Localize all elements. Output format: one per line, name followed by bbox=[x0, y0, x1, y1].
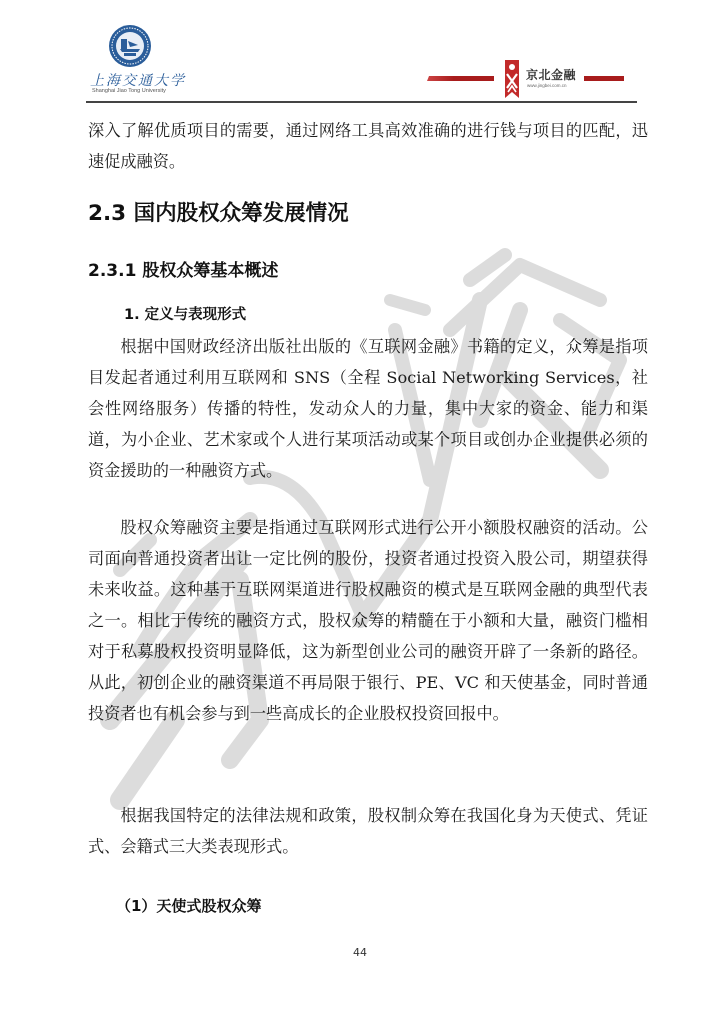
page-header bbox=[0, 0, 720, 104]
jingbei-url: www.jingbei.com.cn bbox=[527, 83, 567, 88]
paragraph-definition: 根据中国财政经济出版社出版的《互联网金融》书籍的定义，众筹是指项目发起者通过利用互联网和 SNS（全程 Social Networking Services，社会性网络服务）传播的特性，发动众人的力量，集中大家的资金、能力和渠道，为小企业、艺术家或个人进行某项活动或某个项目或创办企业提供必须的资金援助的一种融资方式。 bbox=[88, 337, 648, 480]
sjtu-name-english: Shanghai Jiao Tong University bbox=[92, 88, 166, 94]
continued-paragraph: 深入了解优质项目的需要，通过网络工具高效准确的进行钱与项目的匹配，迅速促成融资。 bbox=[88, 121, 648, 171]
sjtu-seal-icon bbox=[108, 24, 152, 68]
subsection-heading: 2.3.1 股权众筹基本概述 bbox=[88, 261, 279, 281]
sjtu-logo bbox=[90, 16, 210, 96]
header-accent-bar-left bbox=[427, 76, 494, 81]
paragraph-equity-crowdfunding: 股权众筹融资主要是指通过互联网形式进行公开小额股权融资的活动。公司面向普通投资者出让一定比例的股份，投资者通过投资入股公司，期望获得未来收益。这种基于互联网渠道进行股权融资的模式是互联网金融的典型代表之一。相比于传统的融资方式，股权众筹的精髓在于小额和大量，融资门槛相对于私募股权投资明显降低，这为新型创业公司的融资开辟了一条新的路径。从此，初创企业的融资渠道不再局限于银行、PE、VC 和天使基金，同时普通投资者也有机会参与到一些高成长的企业股权投资回报中。 bbox=[88, 518, 648, 723]
page-number: 44 bbox=[353, 946, 367, 959]
sub-item-heading: （1）天使式股权众筹 bbox=[116, 897, 262, 915]
header-divider bbox=[86, 101, 637, 103]
jingbei-name: 京北金融 bbox=[526, 68, 577, 82]
sjtu-name-chinese: 上海交通大学 bbox=[90, 73, 186, 89]
jingbei-seal-icon bbox=[502, 58, 522, 100]
jingbei-logo bbox=[502, 58, 582, 100]
header-accent-bar-right bbox=[584, 76, 624, 81]
paragraph-three-forms: 根据我国特定的法律法规和政策，股权制众筹在我国化身为天使式、凭证式、会籍式三大类表现形式。 bbox=[88, 806, 648, 856]
section-heading: 2.3 国内股权众筹发展情况 bbox=[88, 201, 349, 226]
item-heading: 1. 定义与表现形式 bbox=[124, 307, 247, 323]
